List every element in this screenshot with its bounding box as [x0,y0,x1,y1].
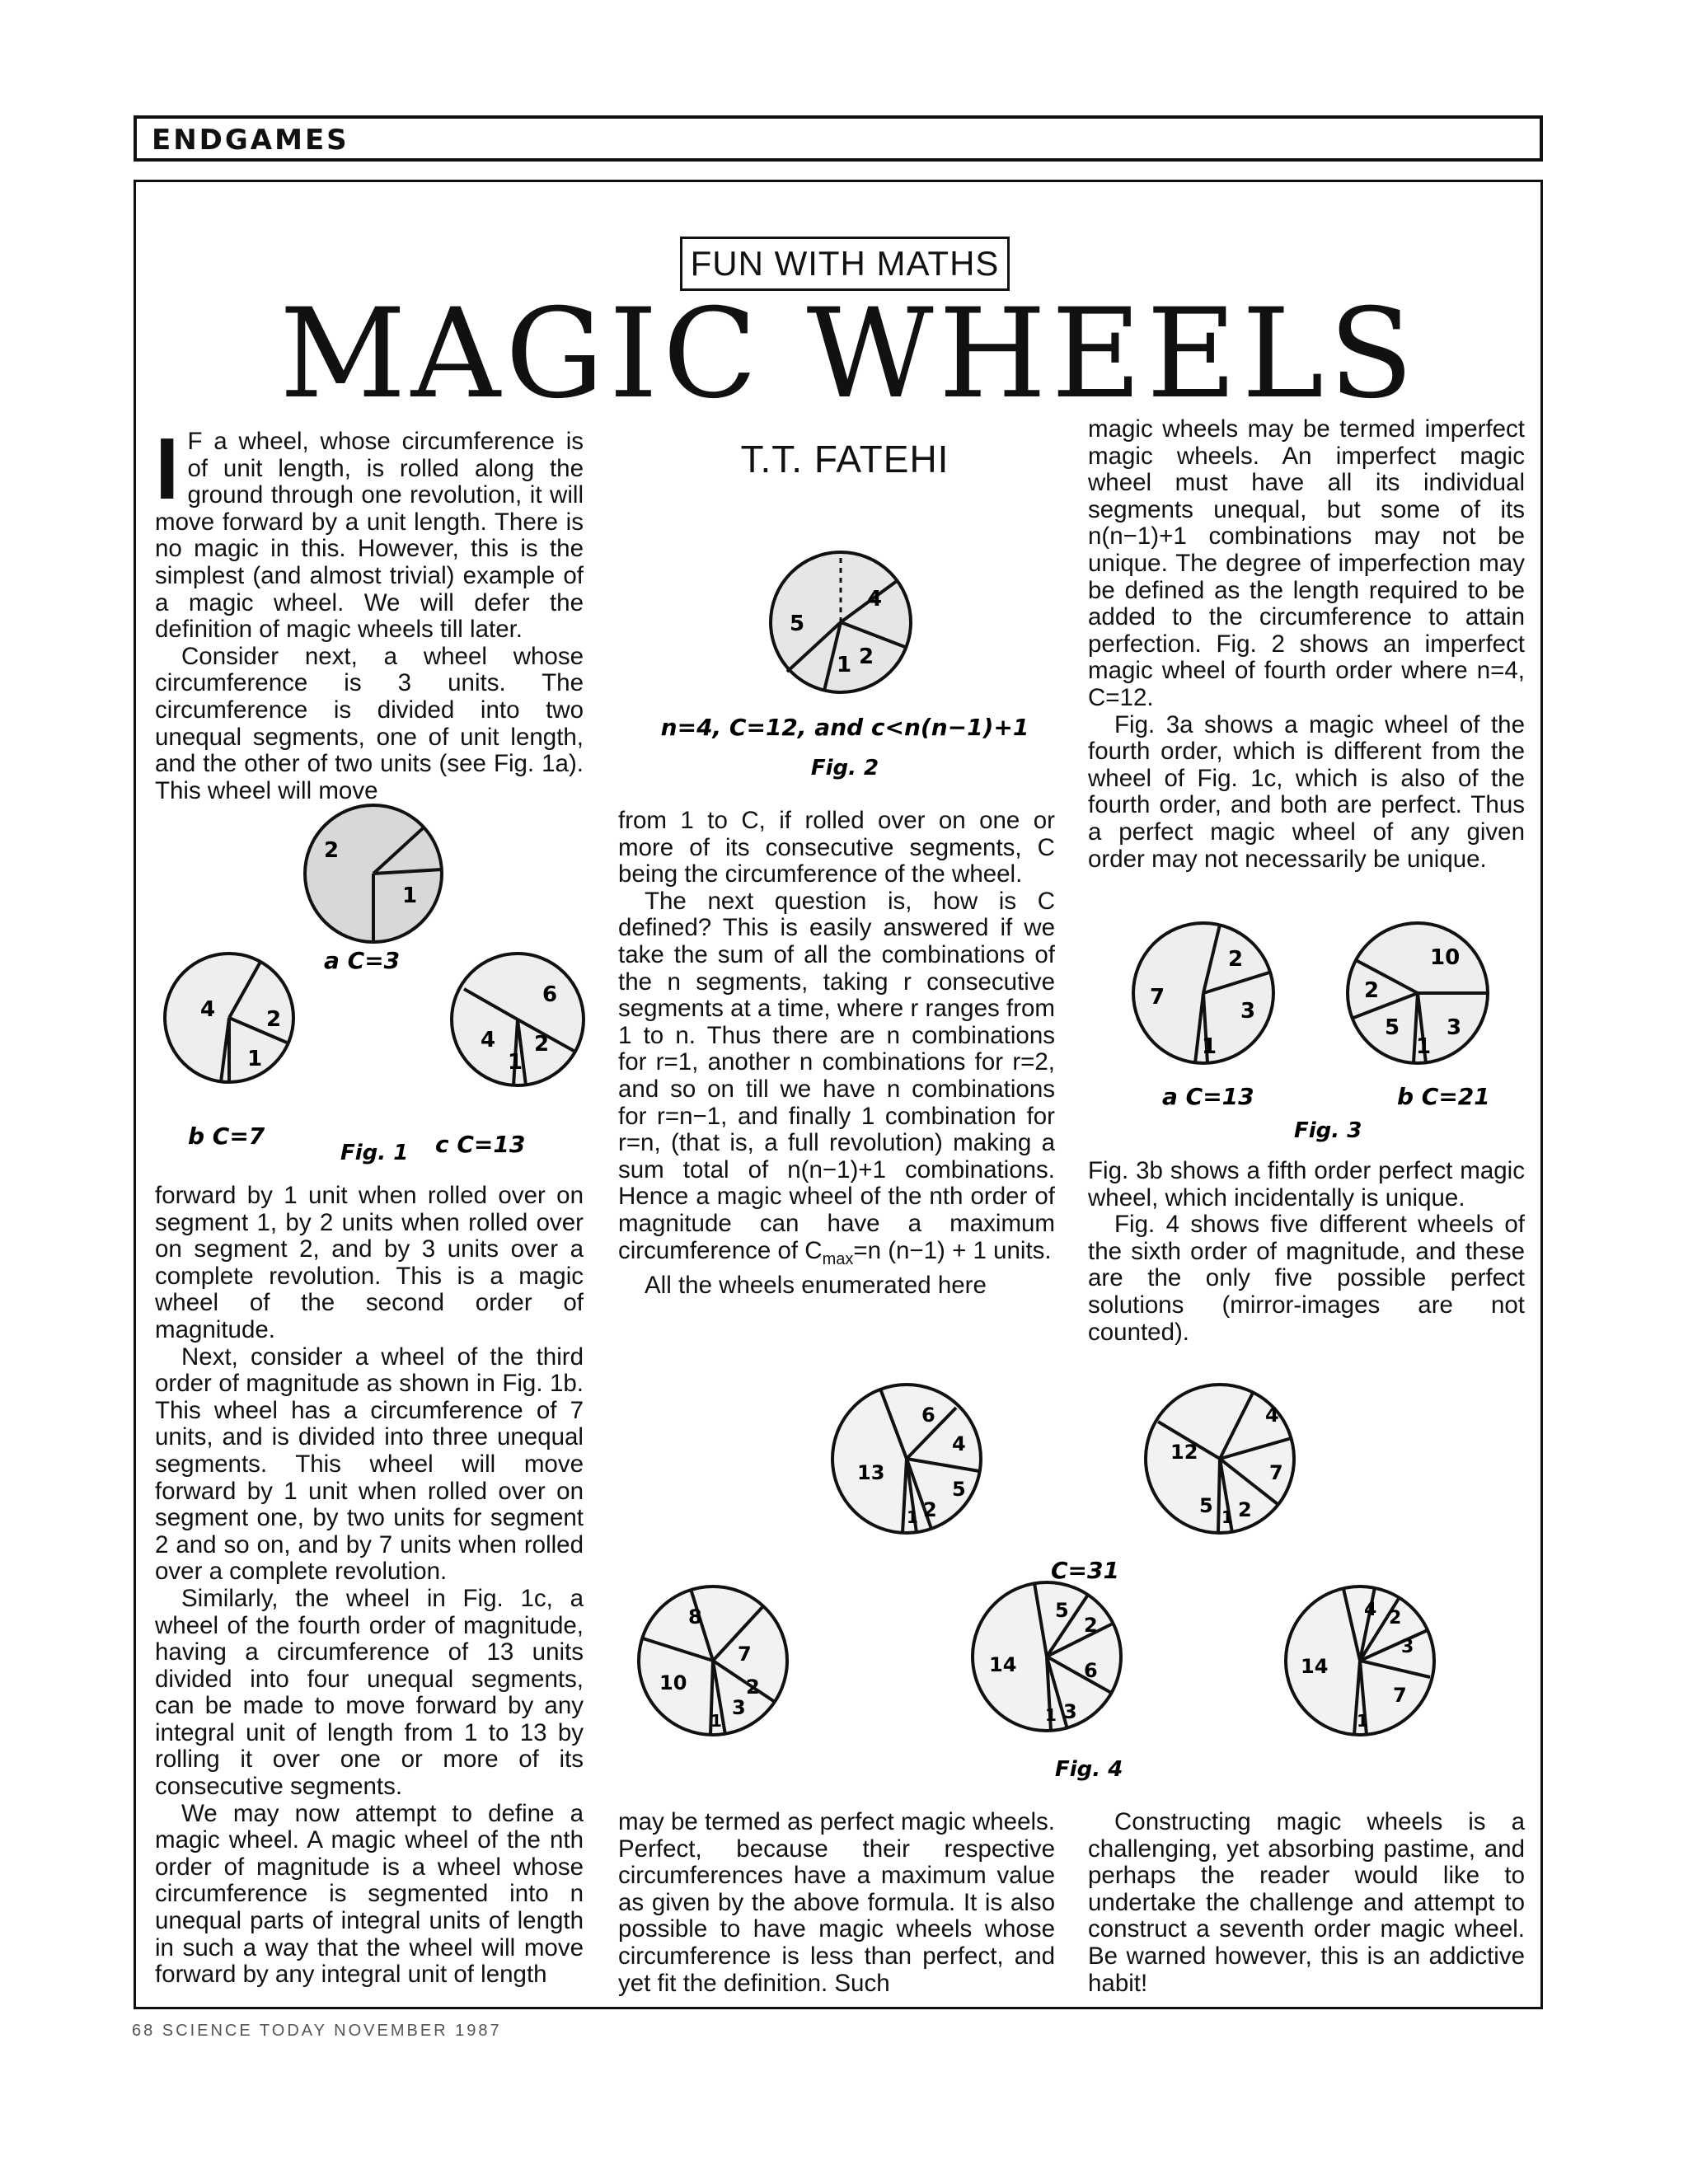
segment-label: 14 [1301,1655,1329,1678]
figure-label: c C=13 [435,1131,526,1158]
segment-label: 6 [542,982,558,1007]
figure-label: a C=3 [324,947,401,974]
segment-label: 6 [921,1404,935,1427]
segment-label: 2 [1084,1614,1098,1637]
segment-label: 1 [1416,1034,1432,1059]
wheel-fig3b [1348,923,1488,1063]
segment-label: 1 [1045,1705,1057,1725]
kicker-box: FUN WITH MATHS [680,237,1010,291]
paragraph: Fig. 3a shows a magic wheel of the fourth order, which is different from the wheel of Fig. 1c, which is also of the fourth order, and both are perfect. Thus a perfect magic wheel of any given order may not necessarily be unique. [1088,710,1525,873]
paragraph: Fig. 3b shows a fifth order perfect magic wheel, which incidentally is unique. [1088,1157,1525,1212]
wheel-fig1c [452,954,584,1085]
segment-label: 1 [837,653,852,677]
figure-caption: Fig. 4 [1055,1757,1123,1782]
segment-label: 2 [1238,1498,1252,1521]
segment-label: 1 [508,1050,523,1075]
segment-label: 10 [659,1671,687,1694]
segment-label: 4 [867,587,883,612]
figure-label: a C=13 [1162,1083,1254,1110]
figure-2 [660,544,1029,783]
drop-cap: I [155,420,180,518]
segment-label: 4 [1364,1600,1377,1620]
segment-label: 2 [746,1675,760,1699]
paragraph: All the wheels enumerated here [645,1271,987,1299]
paragraph: Fig. 4 shows five different wheels of the sixth order of magnitude, and these are the only five possible perfect solutions (mirror-images are not counted). [1088,1211,1525,1346]
figure-4 [618,1376,1525,1788]
wheel-fig1b [165,954,293,1082]
paragraph: We may now attempt to define a magic wheel. A magic wheel of the nth order of magnitude is a wheel whose circumference is segmented into n unequal parts of integral units of length in such a way that the wheel will move forward by any integral unit of length [155,1799,584,1989]
segment-label: 7 [1393,1684,1407,1707]
wheel-fig4-3 [639,1586,787,1735]
segment-label: 2 [534,1032,550,1057]
paragraph: may be termed as perfect magic wheels. Perfect, because their respective circumferences have a maximum value as given by the above formula. It is also possible to have magic wheels whose circumference is less than perfect, and yet fit the definition. Such [618,1808,1055,1997]
segment-label: 4 [1265,1404,1279,1427]
segment-label: 1 [1221,1507,1233,1527]
paragraph: magic wheels may be termed imperfect magic wheels. An imperfect magic wheel must have all its individual segments unequal, but some of its n(n−1)+1 combinations may not be unique. The degree of imperfection may be defined as the length required to be added to the circumference to attain perfection. Fig. 2 shows an imperfect magic wheel of fourth order where n=4, C=12. [1088,415,1525,711]
segment-label: 5 [790,612,805,636]
column-2-top [618,808,1055,1300]
segment-label: 3 [1447,1015,1462,1040]
page-footer: 68 SCIENCE TODAY NOVEMBER 1987 [132,2022,502,2040]
segment-label: 3 [1401,1637,1414,1657]
figure-label: b C=7 [188,1122,265,1150]
section-label: ENDGAMES [152,124,349,157]
segment-label: 2 [1228,947,1244,972]
segment-label: 2 [324,838,340,863]
paragraph: Next, consider a wheel of the third order of magnitude as shown in Fig. 1b. This wheel has a circumference of 7 units, and is divided into three unequal segments. This wheel will move forward by 1 unit when rolled over on segment one, by two units for segment 2 and so on, and by 7 units when rolled over a complete revolution. [155,1343,584,1586]
paragraph: The next question is, how is C defined? This is easily answered if we take the sum of all the combinations of the n segments, taking r consecutive segments at a time, where r ranges from 1 to n. Thus there are n combinations for r=1, another n combinations for r=2, and so on till we have n combinations for r=n−1, and finally 1 combination for r=n, (that is, a full revolution) making a sum total of n(n−1)+1 combinations. Hence a magic wheel of the nth order of magnitude can have a maximum circumference of C [618,887,1055,1264]
segment-label: 7 [1150,985,1165,1010]
segment-label: 2 [1364,978,1380,1003]
paragraph: Consider next, a wheel whose circumference is 3 units. The circumference is divided into two unequal segments, one of unit length, and the other of two units (see Fig. 1a). This wheel will move [155,642,584,804]
paragraph: from 1 to C, if rolled over on one or more of its consecutive segments, C being the circumference of the wheel. [618,807,1055,888]
segment-label: 14 [989,1653,1017,1676]
column-2-bottom [618,1809,1055,1997]
segment-label: 4 [952,1432,966,1455]
formula-tail: =n (n−1) + 1 units. [853,1236,1052,1264]
wheel-fig1a [305,805,442,942]
segment-label: 4 [200,997,216,1022]
wheel-fig4-4 [973,1582,1121,1731]
segment-label: 10 [1430,945,1461,970]
figure-caption: Fig. 3 [1294,1118,1362,1143]
figure-formula: n=4, C=12, and c<n(n−1)+1 [660,714,1029,741]
article-author: T.T. FATEHI [740,438,950,480]
segment-label: 1 [710,1711,722,1731]
segment-label: 2 [1389,1608,1402,1629]
segment-label: 1 [247,1047,263,1071]
figure-caption: Fig. 2 [810,756,879,780]
segment-label: 1 [907,1507,918,1527]
segment-label: 4 [481,1028,496,1052]
segment-label: 8 [688,1605,702,1629]
wheel-fig4-1 [832,1385,981,1533]
segment-label: 5 [1055,1599,1069,1622]
segment-label: 5 [1385,1015,1400,1040]
wheel-fig4-5 [1286,1586,1434,1735]
segment-label: 2 [266,1007,282,1032]
figure-label: C=31 [1051,1557,1119,1584]
column-3-bottom [1088,1809,1525,1997]
segment-label: 13 [857,1461,885,1484]
column-1-top [155,420,584,804]
wheel-fig4-2 [1146,1385,1294,1533]
segment-label: 12 [1170,1441,1198,1464]
figure-3 [1113,915,1525,1146]
segment-label: 3 [1240,999,1256,1024]
segment-label: 2 [923,1498,937,1521]
wheel-fig3a [1133,923,1273,1063]
figure-1 [155,804,592,1165]
segment-label: 1 [1202,1034,1217,1059]
segment-label: 5 [1199,1494,1213,1517]
segment-label: 2 [859,644,874,669]
paragraph: forward by 1 unit when rolled over on segment 1, by 2 units when rolled over on segment 2, and by 3 units over a complete revolution. This is a magic wheel of the second order of magnitude. [155,1182,584,1343]
segment-label: 3 [732,1696,746,1719]
segment-label: 6 [1084,1659,1098,1682]
paragraph: Constructing magic wheels is a challenging, yet absorbing pastime, and perhaps the reader would like to undertake the challenge and attempt to construct a seventh order magic wheel. Be warned however, this is an addictive habit! [1088,1808,1525,1997]
subscript-max: max [822,1249,854,1268]
paragraph: F a wheel, whose circumference is of unit length, is rolled along the ground through one revolution, it will move forward by a unit length. There is no magic in this. However, this is the simplest (and almost trivial) example of a magic wheel. We will defer the definition of magic wheels till later. [155,428,584,644]
article-title: MAGIC WHEELS [279,283,1418,426]
figure-label: b C=21 [1397,1083,1490,1110]
column-1-bottom [155,1183,584,1989]
figure-caption: Fig. 1 [340,1141,409,1165]
section-header-bar [134,115,1543,162]
segment-label: 7 [1269,1461,1283,1484]
segment-label: 1 [1357,1711,1368,1731]
segment-label: 5 [952,1478,966,1501]
segment-label: 7 [738,1643,752,1666]
segment-label: 3 [1063,1700,1077,1723]
segment-label: 1 [402,883,418,908]
column-3-middle [1088,1158,1525,1346]
column-3-top [1088,416,1525,873]
paragraph: Similarly, the wheel in Fig. 1c, a wheel of the fourth order of magnitude, having a circumference of 13 units divided into four unequal segments, can be made to move forward by any integral unit of length from 1 to 13 by rolling it over one or more of its consecutive segments. [155,1584,584,1801]
